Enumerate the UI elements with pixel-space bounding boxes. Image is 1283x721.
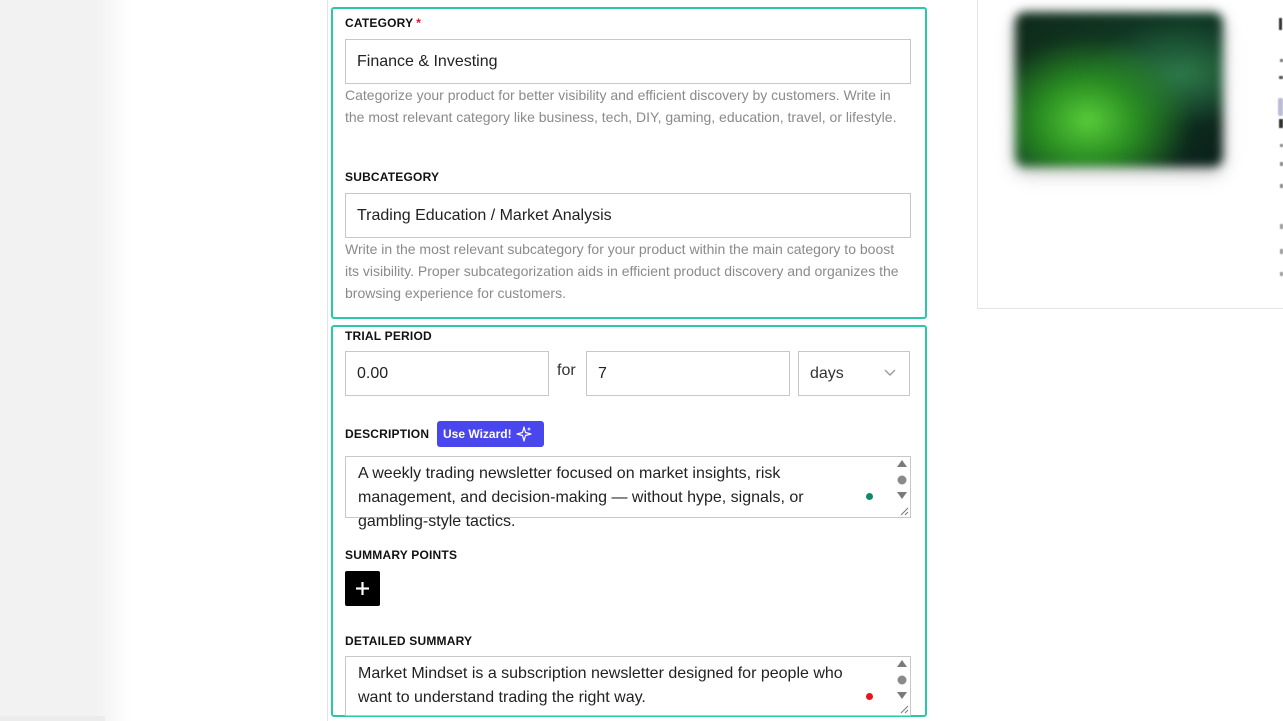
product-thumbnail-image <box>1015 12 1223 167</box>
detailed-summary-text: Market Mindset is a subscription newsletter designed for people who want to understand trading the right way. <box>358 665 843 706</box>
subcategory-input-value: Trading Education / Market Analysis <box>357 206 612 224</box>
clipped-preview-text <box>1270 14 1283 304</box>
pricing-details-section <box>331 325 927 717</box>
trial-unit-select[interactable] <box>798 351 910 396</box>
left-backdrop <box>0 0 130 721</box>
resize-handle-icon[interactable] <box>899 506 909 516</box>
trial-duration-input[interactable] <box>586 351 790 396</box>
trial-duration-value: 7 <box>598 364 607 382</box>
category-input-value: Finance & Investing <box>357 52 498 70</box>
description-scrollbar[interactable] <box>895 458 909 503</box>
subcategory-label: SUBCATEGORY <box>345 170 440 184</box>
required-marker: * <box>416 16 422 30</box>
summary-points-label: SUMMARY POINTS <box>345 548 458 562</box>
left-backdrop-edge <box>0 716 105 721</box>
subcategory-help-text: Write in the most relevant subcategory for your product within the main category to boost its visibility. Proper subcategorization aids in efficient product discovery and organizes the browsing experience for customers. <box>345 241 899 301</box>
description-text: A weekly trading newsletter focused on market insights, risk management, and decision-making — without hype, signals, or gambling-style tactics. <box>358 465 804 530</box>
detailed-summary-label: DETAILED SUMMARY <box>345 634 473 648</box>
description-textarea[interactable] <box>345 456 911 530</box>
for-text: for <box>557 362 576 379</box>
trial-period-label: TRIAL PERIOD <box>345 329 432 343</box>
trial-price-value: 0.00 <box>357 364 389 382</box>
sparkle-icon <box>516 426 532 442</box>
category-help-text: Categorize your product for better visibility and efficient discovery by customers. Write in the most relevant category like business, tech, DIY, gaming, education, travel, or lifestyle. <box>345 87 897 125</box>
add-summary-point-button[interactable] <box>345 571 380 606</box>
trial-price-input[interactable] <box>345 351 549 396</box>
use-wizard-button[interactable] <box>437 421 544 447</box>
resize-handle-icon[interactable] <box>899 704 909 714</box>
category-section <box>331 7 927 319</box>
chevron-down-icon <box>883 367 897 377</box>
description-label: DESCRIPTION <box>345 427 430 441</box>
detailed-summary-textarea[interactable] <box>345 656 911 716</box>
grammar-status-dot <box>866 493 873 500</box>
subcategory-input[interactable] <box>345 193 911 238</box>
category-input[interactable] <box>345 39 911 84</box>
column-divider <box>327 0 328 721</box>
trial-unit-value: days <box>810 364 844 382</box>
grammar-error-dot <box>866 693 873 700</box>
category-label: CATEGORY * <box>345 16 422 30</box>
detailed-summary-scrollbar[interactable] <box>895 658 909 703</box>
use-wizard-label: Use Wizard! <box>443 427 512 441</box>
plus-icon <box>355 581 370 596</box>
